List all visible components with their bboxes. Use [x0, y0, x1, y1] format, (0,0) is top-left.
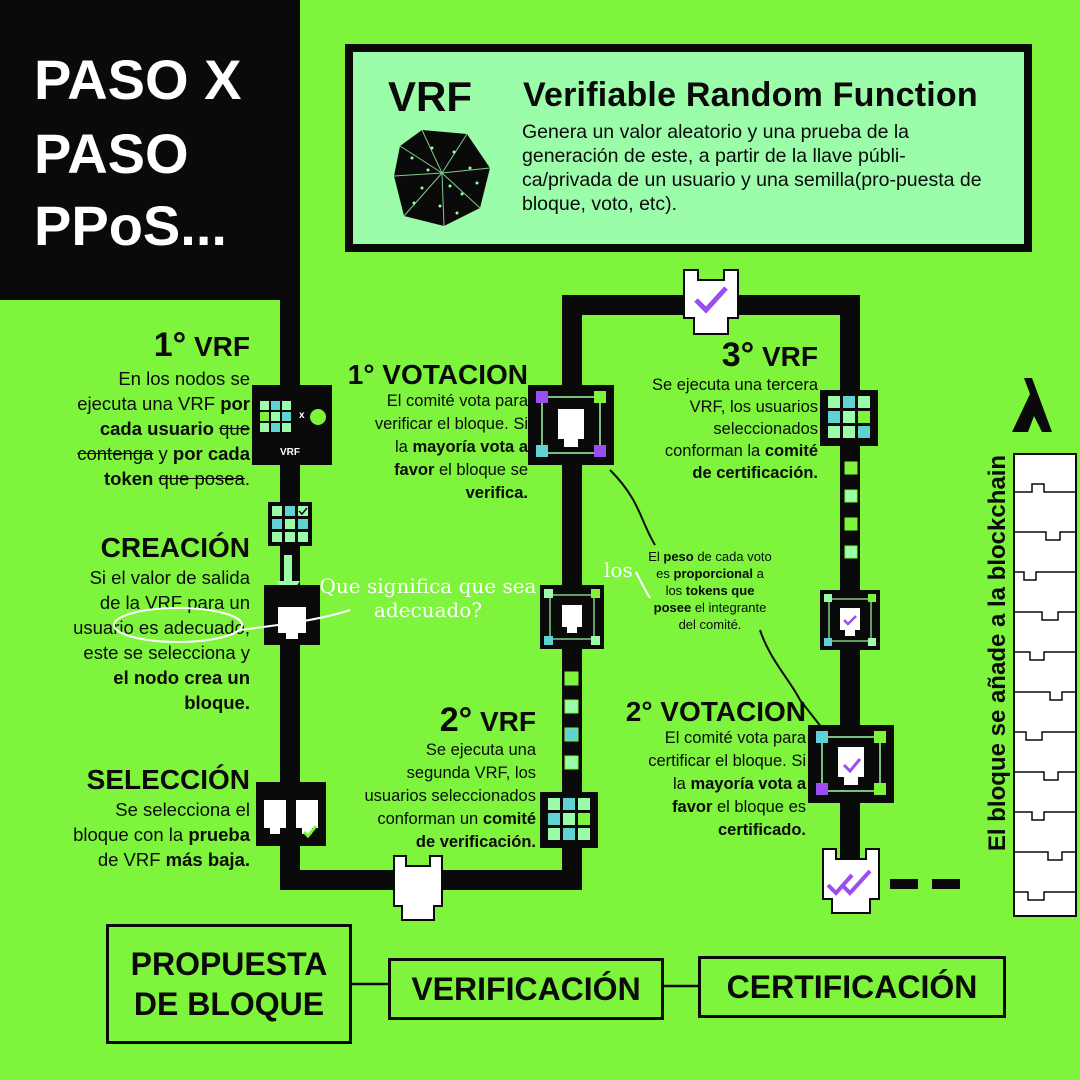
vrf1-line4c: por cada — [172, 443, 250, 464]
seleccion-line3a: de VRF — [97, 849, 166, 870]
votacion2-line4b: el bloque es — [712, 798, 806, 816]
creacion-line5: el nodo crea un — [113, 667, 250, 688]
votacion2-title: 2° VOTACION — [625, 696, 806, 727]
stage-propuesta-2: DE BLOQUE — [133, 986, 325, 1022]
peso-l2a: es — [656, 566, 674, 581]
votacion1-line1: El comité vota para — [386, 392, 528, 410]
vrf1-line5c: . — [244, 468, 250, 489]
vrf2-line2: segunda VRF, los — [406, 764, 536, 782]
vrf3-line4b: comité — [764, 442, 818, 460]
seleccion-line2a: bloque con la — [73, 824, 189, 845]
votacion1-title: 1° VOTACION — [347, 359, 528, 390]
peso-l5: del comité. — [678, 617, 742, 632]
seleccion-title: SELECCIÓN — [86, 764, 250, 795]
stage-propuesta — [106, 924, 352, 1044]
step-vrf1-title: VRF — [194, 331, 250, 362]
seleccion-line1: Se selecciona el — [115, 799, 250, 820]
vrf3-line5: de certificación. — [692, 464, 818, 482]
vrf1-line3a: cada usuario — [99, 418, 220, 439]
vrf1-line5a: token — [103, 468, 159, 489]
vrf3-num: 3° — [721, 336, 755, 374]
vrf1-line4b: y — [153, 443, 173, 464]
vrf1-line2a: ejecuta una VRF — [77, 393, 221, 414]
votacion1-line4b: el bloque se — [434, 461, 528, 479]
creacion-line3: usuario es adecuado, — [73, 617, 250, 638]
votacion1-line5: verifica. — [465, 484, 528, 502]
peso-l1b: peso — [663, 549, 694, 564]
votacion1-line2: verificar el bloque. Si — [374, 415, 528, 433]
creacion-line4: este se selecciona y — [83, 642, 250, 663]
vrf3-line1: Se ejecuta una tercera — [651, 376, 818, 394]
peso-l4a: posee — [653, 600, 692, 615]
votacion2-line1: El comité vota para — [664, 729, 806, 747]
votacion2-line2: certificar el bloque. Si — [648, 752, 806, 770]
vrf1-line1: En los nodos se — [118, 368, 250, 389]
peso-l3b: tokens que — [685, 583, 755, 598]
stage-verificacion-label: VERIFICACIÓN — [411, 970, 641, 1007]
vrf2-line5: de verificación. — [415, 833, 536, 851]
vrf2-title: VRF — [480, 706, 536, 737]
vrf1-icon-label: VRF — [280, 447, 300, 458]
votacion2-line5: certificado. — [717, 821, 806, 839]
vrf3-line4a: conforman la — [664, 442, 765, 460]
creacion-line1: Si el valor de salida — [89, 567, 250, 588]
vrf1-icon-times: x — [299, 410, 305, 421]
vrf-acronym: VRF — [388, 73, 472, 120]
votacion1-line3a: la — [395, 438, 413, 456]
seleccion-line2b: prueba — [188, 824, 250, 845]
vrf1-line2b: por — [220, 393, 250, 414]
creacion-line6: bloque. — [184, 692, 250, 713]
votacion2-line3a: la — [673, 775, 691, 793]
vrf3-line2: VRF, los usuarios — [689, 398, 818, 416]
vrf2-num: 2° — [439, 701, 473, 739]
vrf1-line5b: que posea — [158, 468, 245, 489]
vrf3-line3: seleccionados — [713, 420, 818, 438]
handwritten-los: los — [604, 558, 633, 582]
peso-l2c: a — [752, 566, 764, 581]
vrf-full-name: Verifiable Random Function — [523, 76, 978, 114]
peso-l4b: el integrante — [691, 600, 767, 615]
title-line-2: PASO — [34, 122, 189, 185]
handwritten-question-2: adecuado? — [373, 598, 483, 622]
vrf2-line4a: conforman un — [377, 810, 483, 828]
peso-l1a: El — [648, 549, 664, 564]
stage-certificacion — [698, 956, 1006, 1018]
vrf-description: Genera un valor aleatorio y una prueba de la generación de este, a partir de la llave públi-ca/privada de un usuario y una semilla(pro-puesta de bloque, voto, etc). — [522, 121, 982, 215]
votacion2-line4a: favor — [672, 798, 713, 816]
peso-l3a: los — [665, 583, 686, 598]
votacion2-line3b: mayoría vota a — [690, 775, 806, 793]
vrf2-line4b: comité — [482, 810, 536, 828]
step-vrf1-num: 1° — [153, 326, 187, 364]
stage-propuesta-1: PROPUESTA — [130, 946, 328, 982]
votacion1-line3b: mayoría vota a — [412, 438, 528, 456]
vrf1-line4a: contenga — [77, 443, 154, 464]
seleccion-line3b: más baja. — [165, 849, 250, 870]
handwritten-question-1: Que significa que sea — [319, 574, 537, 598]
vrf2-line1: Se ejecuta una — [425, 741, 536, 759]
title-line-1: PASO X — [34, 48, 242, 111]
vrf2-line3: usuarios seleccionados — [364, 787, 536, 805]
stage-certificacion-label: CERTIFICACIÓN — [726, 968, 978, 1005]
peso-l1c: de cada voto — [693, 549, 772, 564]
votacion1-line4a: favor — [394, 461, 435, 479]
vrf1-line3b: que — [219, 418, 250, 439]
creacion-title: CREACIÓN — [100, 532, 250, 563]
creacion-line2: de la VRF para un — [99, 592, 250, 613]
peso-l2b: proporcional — [673, 566, 753, 581]
blockchain-label-text: El bloque se añade a la blockchain — [984, 454, 1011, 852]
title-line-3: PPoS... — [34, 194, 227, 257]
stage-verificacion — [388, 958, 664, 1020]
vrf3-title: VRF — [762, 341, 818, 372]
